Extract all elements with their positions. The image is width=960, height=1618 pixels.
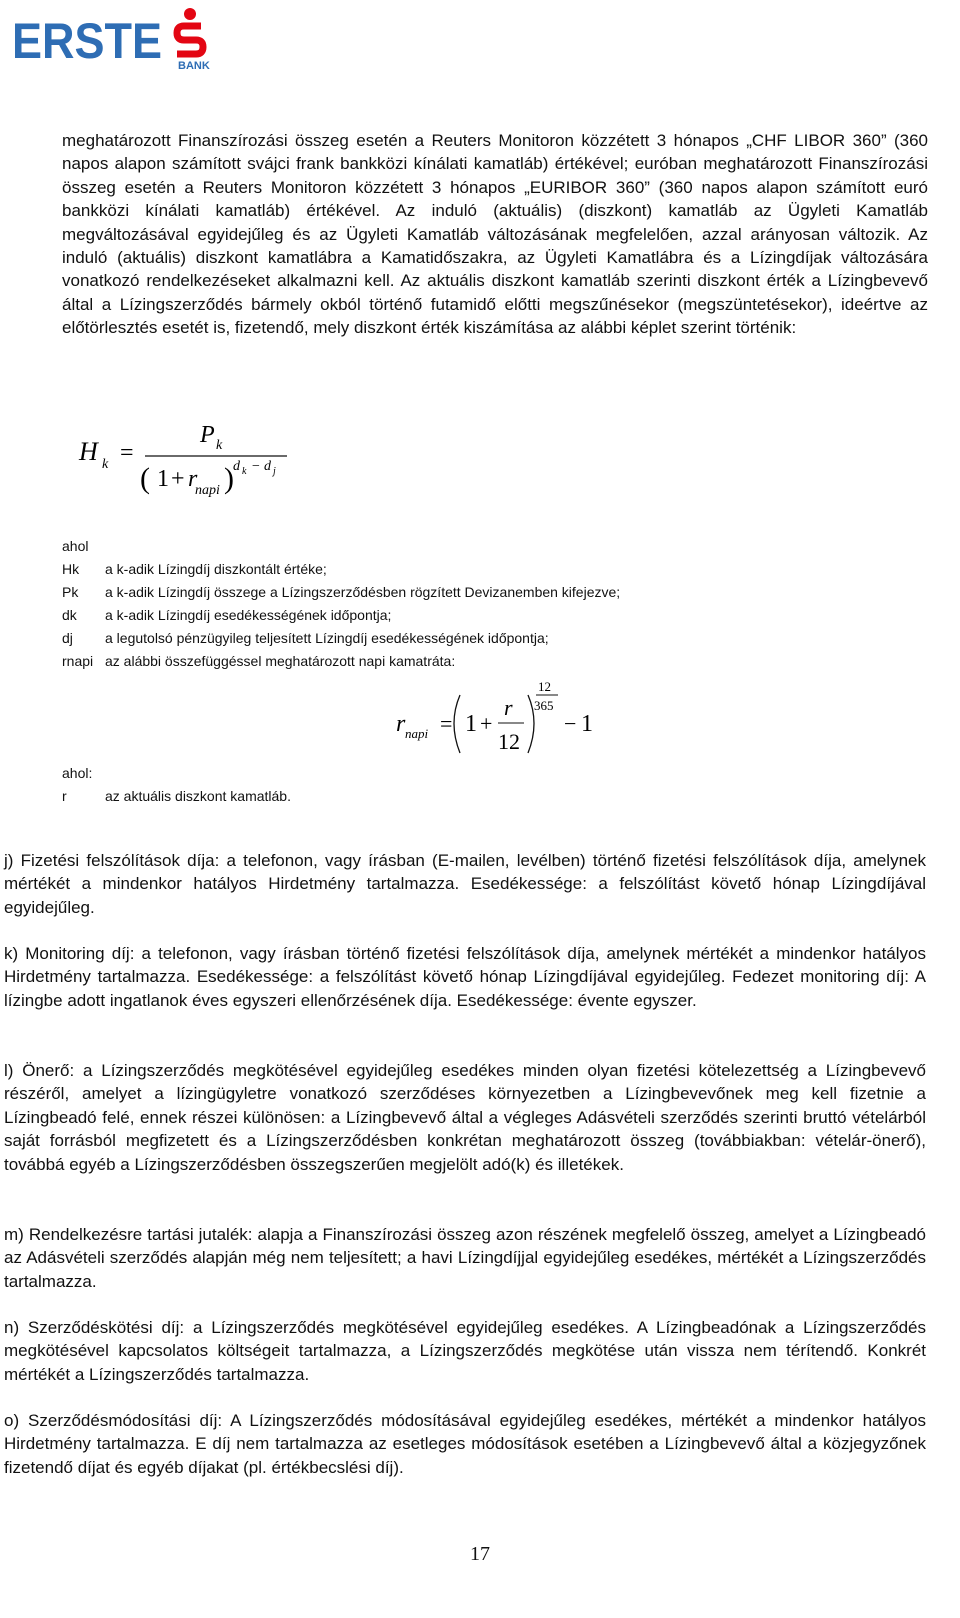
svg-text:napi: napi — [405, 726, 429, 741]
svg-text:1: 1 — [465, 711, 477, 737]
svg-text:k: k — [102, 457, 109, 472]
logo-sub: BANK — [178, 60, 210, 70]
paragraph-n: n) Szerződéskötési díj: a Lízingszerződés megkötésével egyidejűleg esedékes. A Lízingbeadónak a Lízingszerződés megkötésével kapcsolatos költségeit tartalmazza, a Lízingszerződés megkötése után vissza nem térítendő. Konkrét mértékét a Lízingszerződés tartalmazza. — [4, 1318, 926, 1384]
logo-brand: ERSTE — [12, 13, 162, 69]
svg-text:=: = — [120, 440, 134, 466]
definitions-list: ahol Hk a k-adik Lízingdíj diszkontált értéke; Pk a k-adik Lízingdíj összege a Lízingszerződésben rögzített Devizanemben kifejezve; dk a k-adik Lízingdíj esedékességének időpontja; dj a legutolsó pénzügyileg teljesített Lízingdíj esedékességének időpontja; rnapi az alábbi összefüggéssel meghatározott napi kamatráta: ahol: r az aktuális diszkont kamatláb. — [62, 535, 762, 815]
discount-value-formula — [75, 418, 305, 508]
intro-paragraph: meghatározott Finanszírozási összeg esetén a Reuters Monitoron közzétett 3 hónapos „CHF LIBOR 360” (360 napos alapon számított svájci frank bankközi kínálati kamatláb) értékével; euróban meghatározott Finanszírozási összeg esetén a Reuters Monitoron közzétett 3 hónapos „EURIBOR 360” (360 napos alapon számított euró bankközi kínálati kamatláb) értékével. Az induló (aktuális) (diszkont) kamatláb az Ügyleti Kamatláb megváltozásával egyidejűleg és az Ügyleti Kamatláb változásának megfelelően, azzal arányosan változik. Az induló (aktuális) diszkont kamatlábra a Kamatidőszakra, az Ügyleti Kamatlábra és a Lízingdíjak változására vonatkozó rendelkezéseket alkalmazni kell. Az aktuális diszkont kamatláb szerinti diszkont érték a Lízingbevevő által a Lízingszerződés bármely okból történő futamidő előtti megszűnésekor (megszüntetésekor), ideértve az előtörlesztés esetét is, fizetendő, mely diszkont érték kiszámítása az alábbi képlet szerint történik: — [62, 131, 928, 338]
svg-text:1: 1 — [581, 711, 593, 737]
svg-text:1: 1 — [157, 466, 169, 492]
svg-text:k: k — [242, 466, 247, 477]
svg-text:+: + — [171, 466, 185, 492]
svg-text:12: 12 — [498, 729, 520, 754]
svg-text:d: d — [264, 459, 271, 474]
svg-text:): ) — [224, 462, 234, 495]
paragraph-m: m) Rendelkezésre tartási jutalék: alapja a Finanszírozási összeg azon részének megfelelő összeg, amelyet a Lízingbeadó az Adásvételi szerződés alapján még nem teljesített; a havi Lízingdíjjal egyidejűleg esedékes, mértékét a Lízingszerződés tartalmazza. — [4, 1225, 926, 1291]
paragraph-k: k) Monitoring díj: a telefonon, vagy írásban történő fizetési felszólítások díja, amelynek mértékét a mindenkor hatályos Hirdetmény tartalmazza. Esedékessége: a felszólítást követő hónap Lízingdíjával egyidejűleg. Fedezet monitoring díj: A lízingbe adott ingatlanok éves egyszeri ellenőrzésének díja. Esedékessége: évente egyszer. — [4, 944, 926, 1010]
erste-bank-logo — [10, 6, 210, 70]
page-number: 17 — [470, 1543, 490, 1565]
svg-text:−: − — [564, 711, 577, 736]
svg-text:−: − — [252, 459, 260, 474]
logo-s-mark — [177, 8, 203, 54]
svg-text:365: 365 — [534, 698, 554, 713]
svg-text:napi: napi — [195, 483, 220, 498]
paragraph-o: o) Szerződésmódosítási díj: A Lízingszerződés módosításával egyidejűleg esedékes, mértékét a mindenkor hatályos Hirdetmény tartalmazza. E díj nem tartalmazza az esetleges módosítások esetében a Lízingbevevő által a közjegyzőnek fizetendő díjat és egyéb díjakat (pl. értékbecslési díj). — [4, 1411, 926, 1477]
svg-text:P: P — [200, 422, 215, 448]
svg-text:(: ( — [140, 462, 150, 495]
svg-text:j: j — [273, 466, 276, 477]
svg-text:r: r — [188, 466, 198, 492]
svg-text:=: = — [440, 711, 453, 736]
svg-text:r: r — [396, 711, 406, 737]
daily-rate-formula — [392, 675, 612, 765]
paragraph-l: l) Önerő: a Lízingszerződés megkötésével egyidejűleg esedékes minden olyan fizetési kötelezettség a Lízingbevevő részéről, amelyet a lízingügyletre vonatkozó szerződéses környezetben a Lízingbevevőnek meg kell fizetnie a Lízingbeadó felé, ennek részei különösen: a Lízingbevevő által a végleges Adásvételi szerződés szerinti bruttó vételárból saját forrásból megfizetett és a Lízingszerződésben konkrétan meghatározott összeg (továbbiakban: vételár-önerő), továbbá egyéb a Lízingszerződésben összegszerűen megjelölt adó(k) és illetékek. — [4, 1061, 926, 1174]
svg-text:12: 12 — [538, 679, 551, 694]
svg-text:k: k — [216, 438, 223, 453]
svg-text:+: + — [480, 711, 493, 736]
svg-text:H: H — [79, 437, 98, 466]
paragraph-j: j) Fizetési felszólítások díja: a telefonon, vagy írásban (E-mailen, levélben) történő fizetési felszólítások díja, amelynek mértékét a mindenkor hatályos Hirdetmény tartalmazza. Esedékessége: a felszólítást követő hónap Lízingdíjával egyidejűleg. — [4, 851, 926, 917]
definitions-intro: ahol — [62, 538, 89, 554]
svg-text:r: r — [504, 695, 513, 720]
svg-text:d: d — [233, 459, 240, 474]
definitions-intro-2: ahol: — [62, 765, 93, 781]
